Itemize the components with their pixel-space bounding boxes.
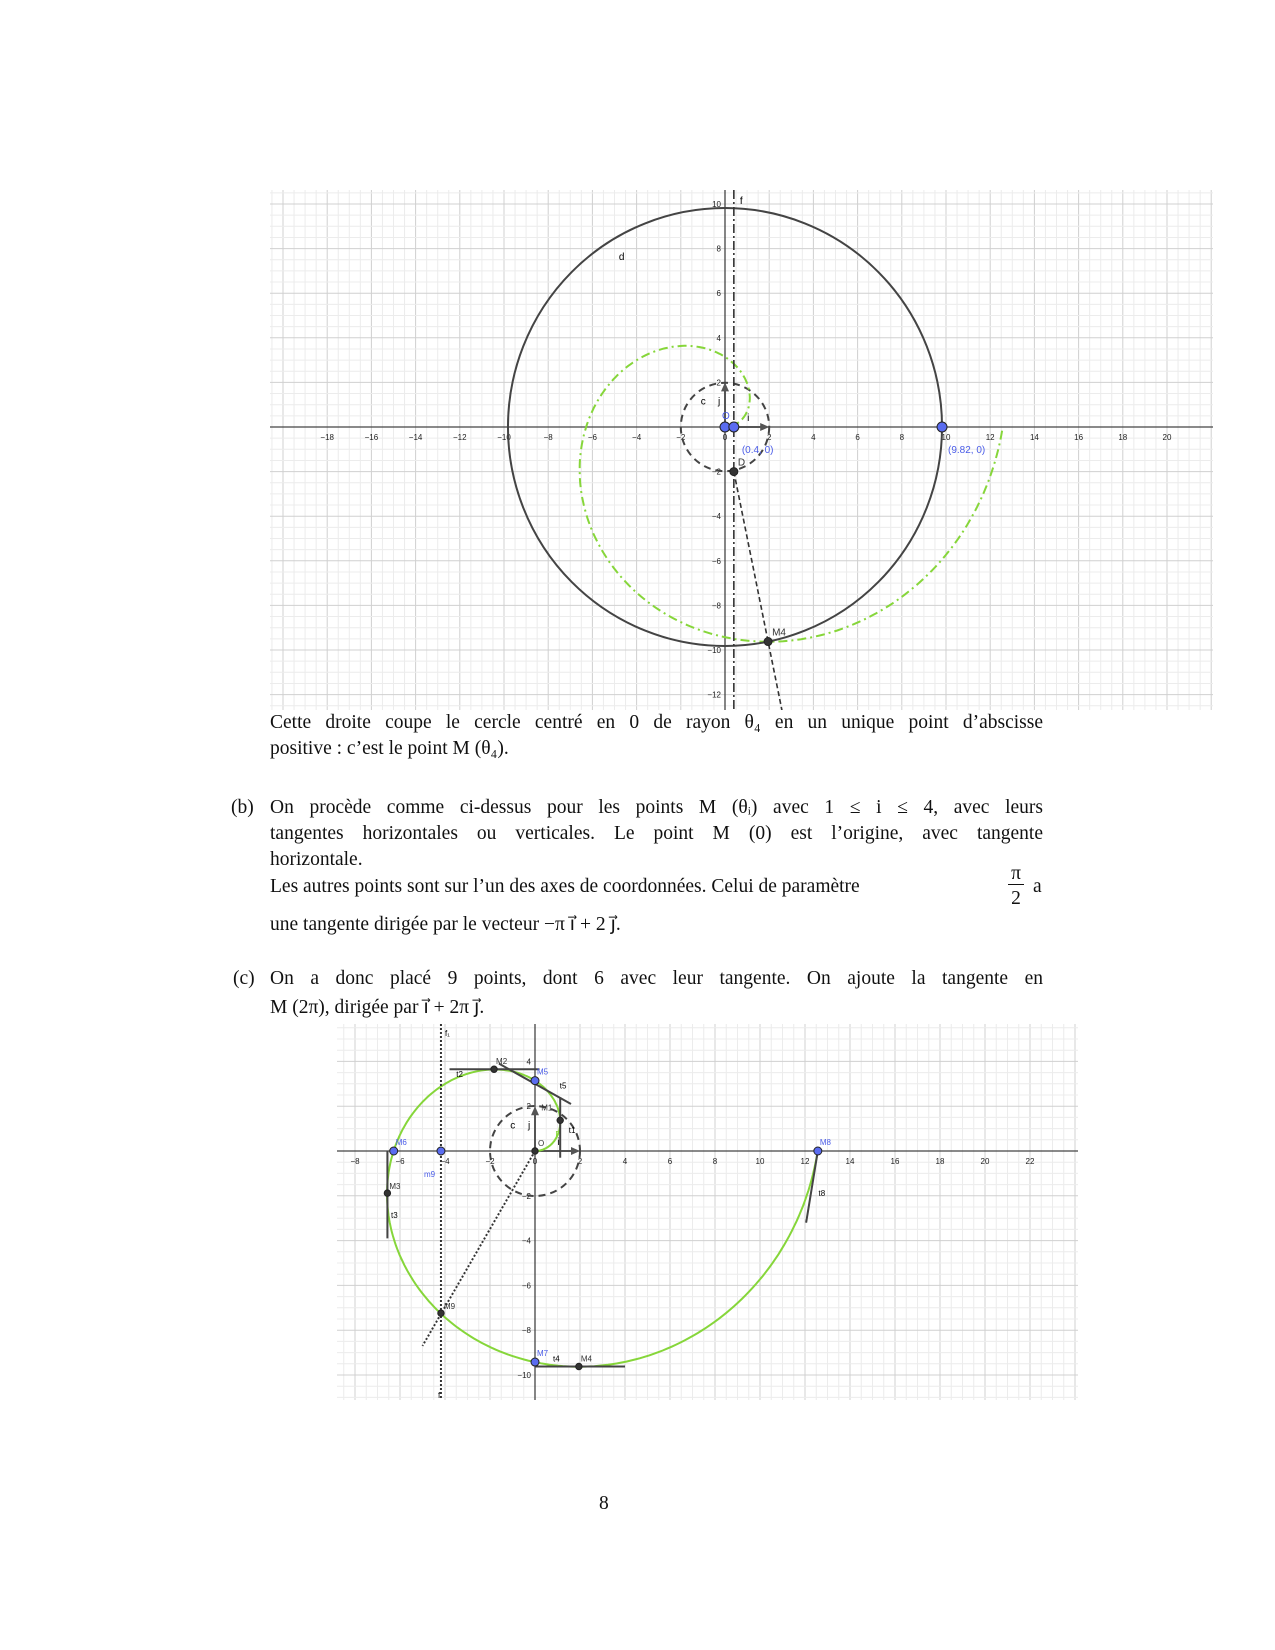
x-tick-label: −2 <box>485 1157 495 1166</box>
figure-spiral-construction <box>270 190 1213 710</box>
label-j: j <box>718 396 721 408</box>
x-tick-label: −6 <box>587 433 597 442</box>
point <box>729 422 739 432</box>
y-tick-label: −12 <box>707 690 721 700</box>
tangent-label: t3 <box>391 1211 398 1221</box>
point-label: M3 <box>389 1182 401 1192</box>
label-i: i <box>557 1137 560 1148</box>
x-tick-label: 16 <box>890 1157 900 1166</box>
point <box>532 1148 538 1154</box>
x-tick-label: 2 <box>766 433 772 442</box>
point-label: M2 <box>496 1057 508 1067</box>
tangent-label: t8 <box>818 1188 826 1198</box>
x-tick-label: −8 <box>543 433 553 442</box>
item-c-marker: (c) <box>233 968 255 989</box>
paragraph-c-line2: M (2π), dirigée par i⃗ + 2π j⃗. <box>270 997 485 1018</box>
x-tick-label: 0 <box>722 433 728 442</box>
point-label: M4 <box>580 1354 592 1364</box>
x-tick-label: 18 <box>935 1157 945 1166</box>
label-c: c <box>700 396 706 408</box>
paragraph-a-line1: Cette droite coupe le cercle centré en 0 de rayon θ₄ en un unique point d’abscisse <box>270 712 1043 733</box>
paragraph-a-line2: positive : c’est le point M (θ₄). <box>270 738 509 759</box>
point <box>576 1363 582 1369</box>
x-tick-label: 4 <box>622 1157 628 1166</box>
y-tick-label: 6 <box>716 289 721 299</box>
y-tick-label: −4 <box>711 512 721 522</box>
point-label: O <box>538 1139 545 1148</box>
x-tick-label: −2 <box>676 433 686 442</box>
paragraph-b-line1: On procède comme ci-dessus pour les points M (θᵢ) avec 1 ≤ i ≤ 4, avec leurs <box>270 797 1043 818</box>
label-f: f <box>437 1391 441 1400</box>
label-i: i <box>747 413 750 424</box>
point-label: M4 <box>772 627 787 639</box>
point-label: M9 <box>443 1302 456 1312</box>
point-label: m9 <box>423 1170 436 1179</box>
tangent-label: t4 <box>553 1354 560 1364</box>
vector-i-arrowhead <box>760 423 769 431</box>
point <box>531 1358 539 1366</box>
vector-i-arrowhead <box>571 1147 580 1155</box>
point <box>764 638 772 646</box>
label-j: j <box>528 1120 531 1132</box>
x-tick-label: 14 <box>1029 433 1039 442</box>
y-tick-label: 2 <box>716 378 721 388</box>
paragraph-b-line2: tangentes horizontales ou verticales. Le point M (0) est l’origine, avec tangente <box>270 823 1043 844</box>
x-tick-label: 22 <box>1025 1157 1035 1166</box>
x-tick-label: 6 <box>667 1157 673 1166</box>
x-tick-label: 2 <box>577 1157 583 1166</box>
x-tick-label: 14 <box>845 1157 855 1166</box>
paragraph-b-line4-end: a <box>1033 876 1042 897</box>
y-tick-label: 2 <box>526 1102 531 1112</box>
point-label: M7 <box>537 1349 549 1359</box>
label-gamma: Γ <box>555 1129 561 1140</box>
x-tick-label: 0 <box>532 1157 538 1166</box>
y-tick-label: −2 <box>711 467 721 477</box>
x-tick-label: −18 <box>320 433 334 442</box>
x-tick-label: 20 <box>1162 433 1172 442</box>
y-tick-label: −2 <box>521 1191 531 1201</box>
tangent-label: t1 <box>568 1126 576 1136</box>
point <box>730 468 738 476</box>
x-tick-label: 6 <box>855 433 860 442</box>
paragraph-b-line4: Les autres points sont sur l’un des axes de coordonnées. Celui de paramètre <box>270 876 860 897</box>
x-tick-label: −4 <box>632 433 642 442</box>
x-tick-label: −16 <box>364 433 379 442</box>
x-tick-label: −4 <box>440 1157 450 1166</box>
point-label: M5 <box>537 1067 549 1077</box>
x-tick-label: −14 <box>408 433 423 442</box>
figure-spiral-with-tangents <box>337 1024 1078 1400</box>
x-tick-label: −10 <box>497 433 511 442</box>
page-number: 8 <box>599 1493 609 1514</box>
point <box>531 1077 539 1085</box>
point-label: M1 <box>541 1103 553 1113</box>
y-tick-label: 10 <box>712 200 721 209</box>
x-tick-label: 18 <box>1118 433 1128 442</box>
y-tick-label: −10 <box>517 1371 531 1380</box>
y-tick-label: 4 <box>526 1057 531 1067</box>
x-tick-label: 4 <box>811 433 816 442</box>
y-tick-label: −4 <box>521 1236 531 1246</box>
x-tick-label: 12 <box>985 433 995 442</box>
x-tick-label: 8 <box>712 1157 718 1166</box>
point <box>491 1066 497 1072</box>
y-tick-label: 4 <box>716 333 721 343</box>
x-tick-label: 16 <box>1074 433 1084 442</box>
point-label: (0.4, 0) <box>741 445 774 456</box>
point-label: M8 <box>819 1138 831 1147</box>
x-tick-label: 10 <box>755 1157 765 1166</box>
point <box>437 1147 445 1155</box>
label-f1: f₁ <box>444 1029 450 1038</box>
point <box>557 1117 563 1123</box>
paragraph-b-line5: une tangente dirigée par le vecteur −π i⃗ + 2 j⃗. <box>270 914 621 935</box>
paragraph-b-line3: horizontale. <box>270 849 363 870</box>
x-tick-label: −12 <box>453 433 467 442</box>
vector-j-arrowhead <box>531 1106 539 1115</box>
y-tick-label: −8 <box>711 601 721 611</box>
label-f: f <box>739 196 743 207</box>
point-label: O <box>722 411 730 422</box>
y-tick-label: 8 <box>716 244 721 254</box>
x-tick-label: 10 <box>941 433 951 442</box>
y-tick-label: −8 <box>521 1326 531 1336</box>
label-d: d <box>618 251 625 263</box>
x-tick-label: −6 <box>395 1157 405 1166</box>
fraction-numerator: π <box>1008 864 1024 885</box>
x-tick-label: 8 <box>899 433 905 442</box>
y-tick-label: −10 <box>707 646 721 655</box>
x-tick-label: 12 <box>800 1157 810 1166</box>
label-c: c <box>510 1120 516 1132</box>
point <box>814 1147 822 1155</box>
y-tick-label: −6 <box>521 1281 531 1291</box>
tangent-label: t5 <box>559 1081 567 1091</box>
fraction-denominator: 2 <box>1011 888 1021 909</box>
point-label: (9.82, 0) <box>948 445 986 456</box>
item-b-marker: (b) <box>231 797 254 818</box>
paragraph-c-line1: On a donc placé 9 points, dont 6 avec leur tangente. On ajoute la tangente en <box>270 968 1043 989</box>
x-tick-label: −8 <box>350 1157 360 1166</box>
x-tick-label: 20 <box>980 1157 990 1166</box>
tangent-label: t2 <box>456 1070 463 1080</box>
point-label: M6 <box>395 1138 407 1147</box>
point-label: D <box>737 457 746 469</box>
point <box>390 1147 398 1155</box>
y-tick-label: −6 <box>711 556 721 566</box>
point <box>937 422 947 432</box>
